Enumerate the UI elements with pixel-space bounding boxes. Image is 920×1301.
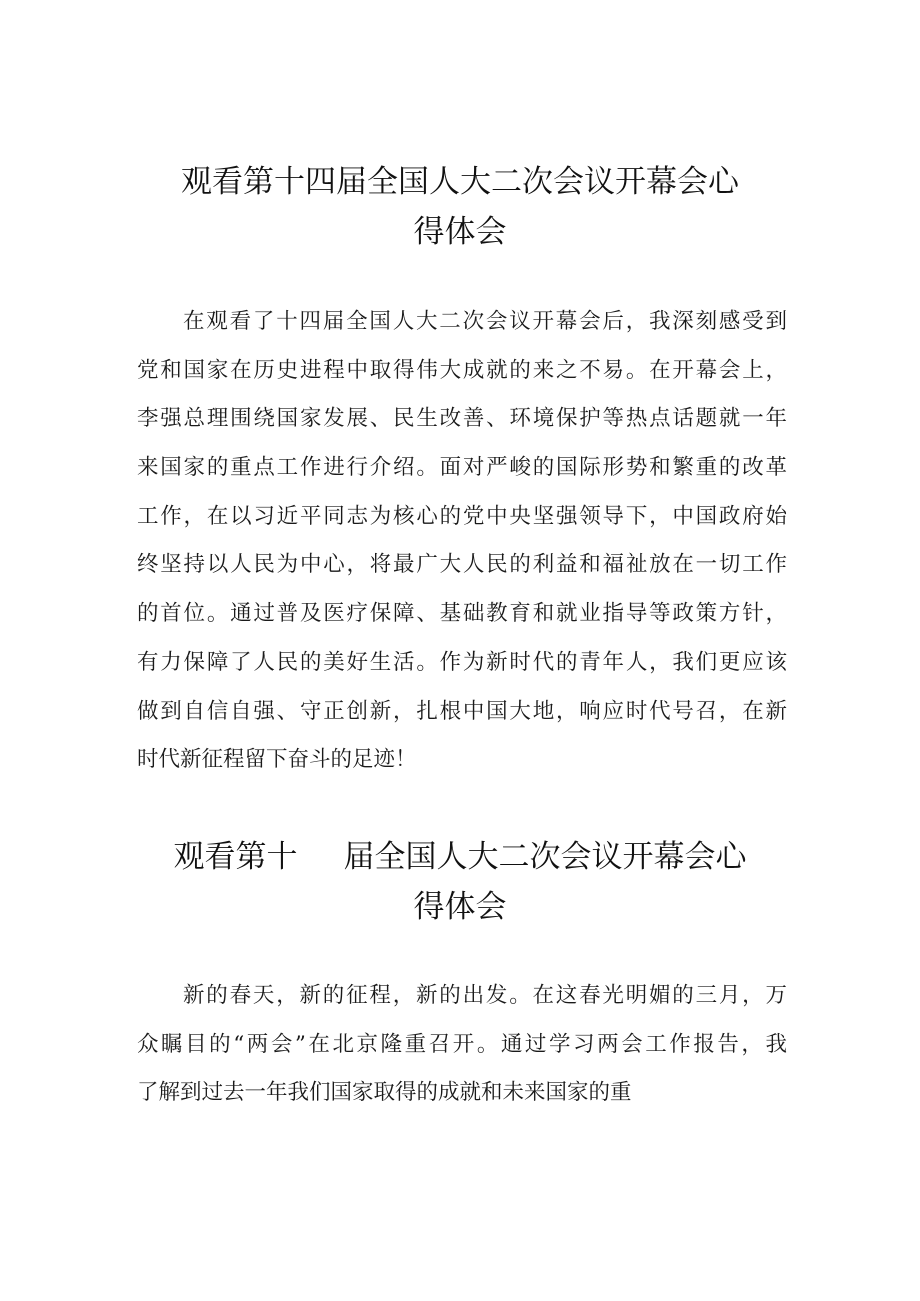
- section-2-title-line-2: 得体会: [413, 889, 507, 925]
- section-1-title-line-1: 观看第十四届全国人大二次会议开幕会心: [181, 164, 739, 200]
- paragraph-line: 工作，在以习近平同志为核心的党中央坚强领导下，中国政府始: [137, 503, 787, 529]
- paragraph-line: 终坚持以人民为中心，将最广大人民的利益和福祉放在一切工作: [137, 552, 787, 578]
- section-2-title-part-b: 届全国人大二次会议开幕会心: [343, 839, 747, 875]
- section-2-paragraph: [137, 972, 787, 1118]
- paragraph-line: 了解到过去一年我们国家取得的成就和未来国家的重: [137, 1080, 632, 1106]
- paragraph-line: 的首位。通过普及医疗保障、基础教育和就业指导等政策方针，: [137, 601, 787, 627]
- paragraph-line: 众瞩目的“两会”在北京隆重召开。通过学习两会工作报告，我: [137, 1031, 787, 1057]
- paragraph-line: 李强总理围绕国家发展、民生改善、环境保护等热点话题就一年: [137, 406, 787, 432]
- paragraph-line: 做到自信自强、守正创新，扎根中国大地，响应时代号召，在新: [137, 698, 787, 724]
- paragraph-line: 新的春天，新的征程，新的出发。在这春光明媚的三月，万: [183, 983, 787, 1008]
- section-2-title: [0, 835, 920, 929]
- section-2-title-part-a: 观看第十: [173, 839, 298, 875]
- paragraph-line: 时代新征程留下奋斗的足迹！: [137, 747, 417, 773]
- section-2-title-line-1: [0, 835, 920, 879]
- section-1-title-line-2: 得体会: [413, 214, 507, 250]
- paragraph-line: 在观看了十四届全国人大二次会议开幕会后，我深刻感受到: [183, 309, 787, 334]
- paragraph-line: 来国家的重点工作进行介绍。面对严峻的国际形势和繁重的改革: [137, 455, 787, 481]
- section-1-title: [0, 160, 920, 254]
- paragraph-line: 党和国家在历史进程中取得伟大成就的来之不易。在开幕会上，: [137, 357, 787, 383]
- paragraph-line: 有力保障了人民的美好生活。作为新时代的青年人，我们更应该: [137, 649, 787, 675]
- section-1-paragraph: [137, 298, 787, 785]
